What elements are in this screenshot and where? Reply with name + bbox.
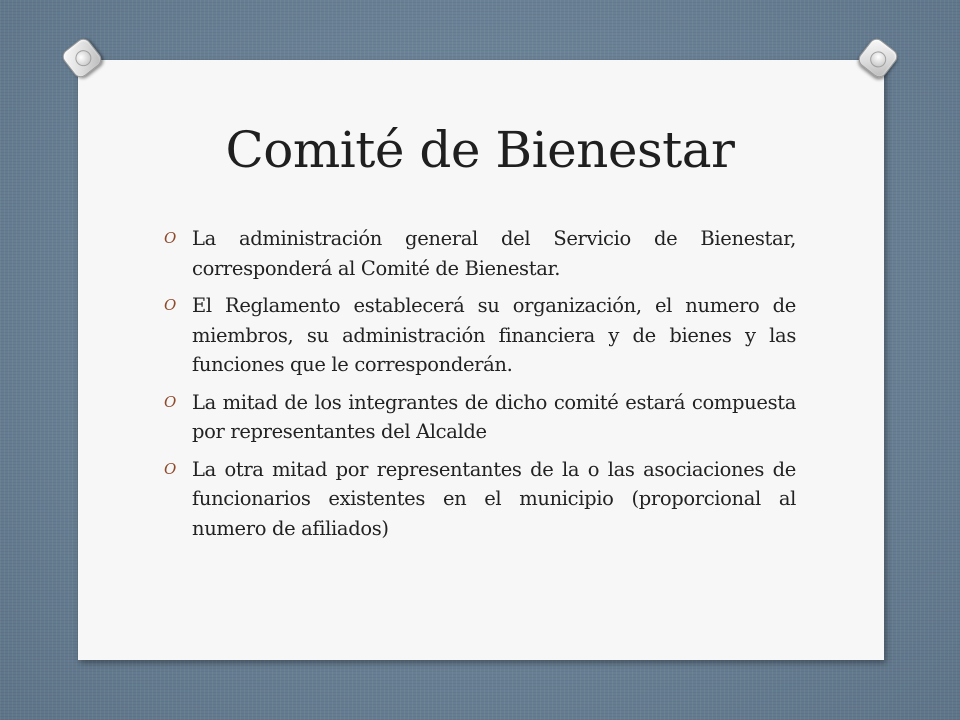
bullet-text: El Reglamento establecerá su organización, el numero de miembros, su administración financiera y de bienes y las funciones que le corresponderán.: [192, 294, 796, 376]
bullet-marker-icon: O: [164, 229, 176, 247]
bullet-text: La mitad de los integrantes de dicho comité estará compuesta por representantes del Alcalde: [192, 390, 796, 443]
bullet-item: [164, 224, 796, 283]
bullet-marker-icon: O: [164, 392, 176, 411]
bullet-marker-icon: O: [164, 296, 176, 314]
bullet-item: [164, 291, 796, 380]
bullet-item: [164, 455, 796, 544]
slide-title: Comité de Bienestar: [225, 121, 735, 179]
bullet-text: La administración general del Servicio de Bienestar, corresponderá al Comité de Bienestar.: [192, 227, 796, 280]
bullet-item: [164, 388, 796, 447]
bullet-marker-icon: O: [164, 459, 176, 478]
bullet-list: [164, 224, 796, 551]
bullet-text: La otra mitad por representantes de la o las asociaciones de funcionarios existentes en el municipio (proporcional al numero de afiliados): [192, 457, 796, 540]
